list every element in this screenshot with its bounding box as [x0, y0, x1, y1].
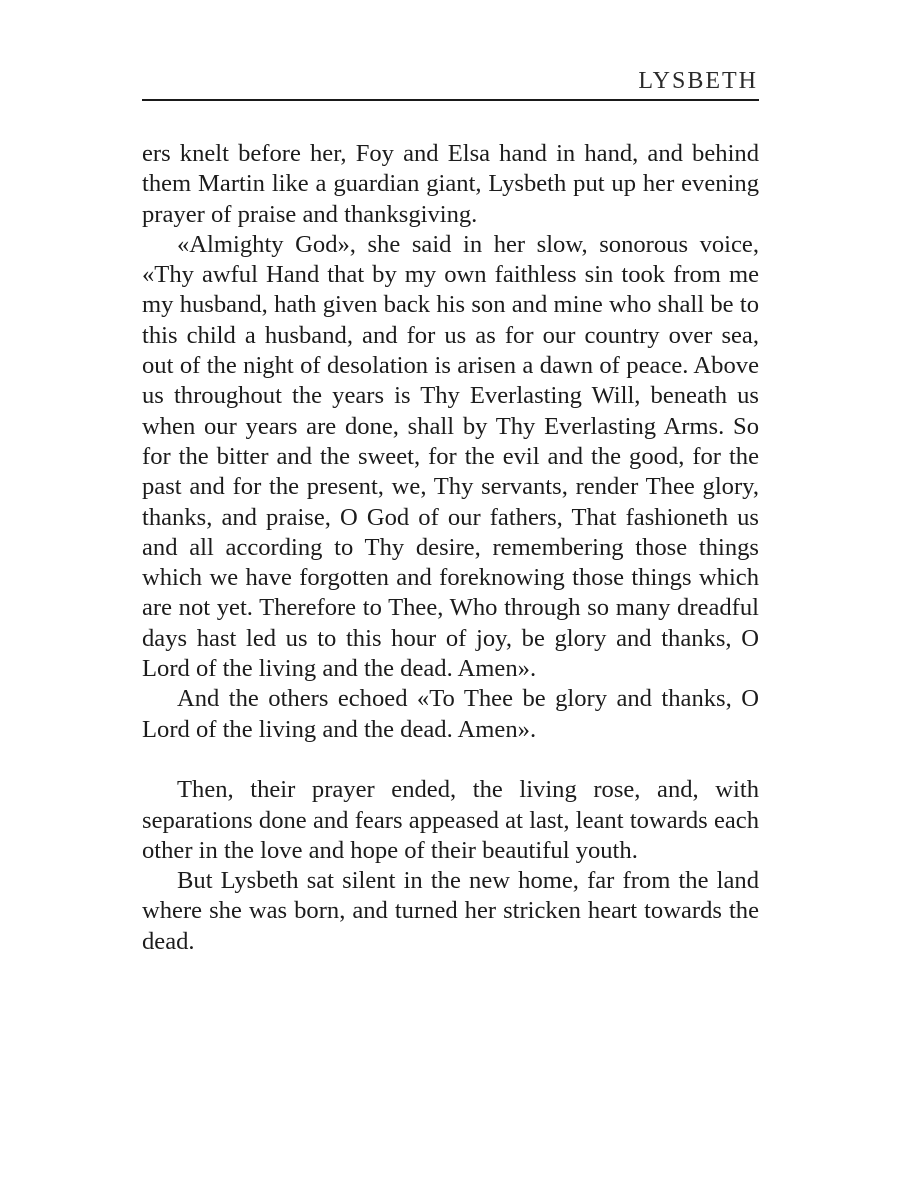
paragraph-echo: And the others echoed «To Thee be glory and thanks, O Lord of the living and the dead. Amen».: [142, 685, 759, 743]
header-rule: [142, 99, 759, 101]
body-text: [142, 139, 759, 957]
paragraph-prayer: «Almighty God», she said in her slow, sonorous voice, «Thy awful Hand that by my own faithless sin took from me my husband, hath given back his son and mine who shall be to this child a husband, and for us as for our country over sea, out of the night of desolation is arisen a dawn of peace. Above us throughout the years is Thy Everlasting Will, beneath us when our years are done, shall by Thy Everlasting Arms. So for the bitter and the sweet, for the evil and the good, for the past and for the present, we, Thy servants, render Thee glory, thanks, and praise, O God of our fathers, That fashioneth us and all according to Thy desire, remembering those things which we have forgotten and foreknowing those things which are not yet. Therefore to Thee, Who through so many dreadful days hast led us to this hour of joy, be glory and thanks, O Lord of the living and the dead. Amen».: [142, 230, 759, 683]
paragraph-rise: Then, their prayer ended, the living rose, and, with separations done and fears appeased at last, leant towards each other in the love and hope of their beautiful youth.: [142, 776, 759, 864]
running-head-title: LYSBETH: [638, 68, 758, 94]
paragraph-final: But Lysbeth sat silent in the new home, far from the land where she was born, and turned her stricken heart towards the dead.: [142, 867, 759, 955]
paragraph-continued: ers knelt before her, Foy and Elsa hand in hand, and behind them Martin like a guardian giant, Lysbeth put up her evening prayer of praise and thanksgiving.: [142, 140, 759, 228]
section-break: [142, 745, 759, 775]
